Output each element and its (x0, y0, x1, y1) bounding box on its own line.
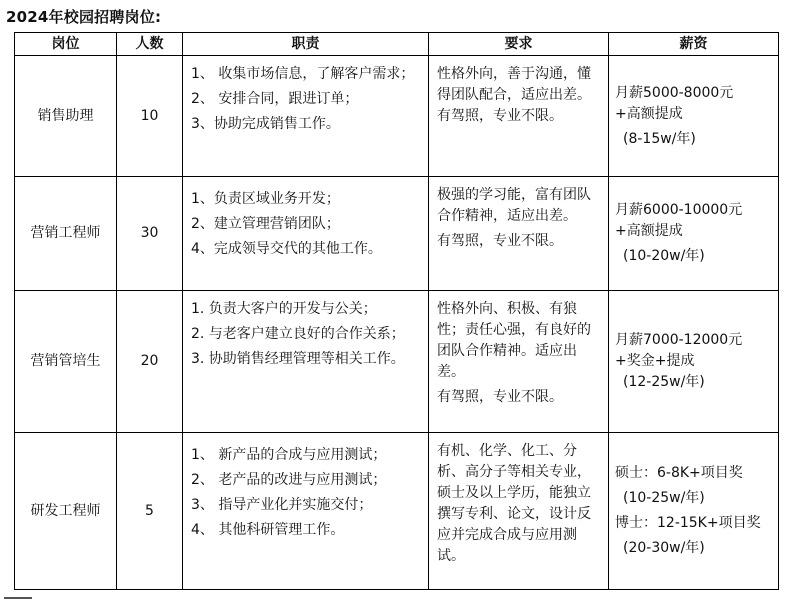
salary-item: 月薪5000-8000元 (615, 84, 734, 101)
salary-item: 月薪6000-10000元 (615, 202, 743, 218)
cell-position: 营销工程师 (15, 177, 117, 291)
cell-position: 营销管培生 (15, 291, 117, 433)
duty-item: 2、建立管理营销团队； (191, 216, 340, 232)
salary-item: 硕士：6-8K+项目奖 (615, 465, 743, 481)
requirement-item: 有机、化学、化工、分析、高分子等相关专业，硕士及以上学历，能独立撰写专利、论文，设计反应并完成合成与应用测试。 (437, 443, 591, 564)
table-row (15, 433, 779, 590)
cell-count: 5 (117, 433, 183, 590)
page-title: 2024年校园招聘岗位: (6, 8, 162, 26)
clipped-text-fragment (4, 593, 44, 600)
cell-salary (609, 291, 779, 433)
table-row (15, 56, 779, 177)
cell-position: 销售助理 (15, 56, 117, 177)
requirement-item: 有驾照，专业不限。 (437, 389, 563, 405)
salary-item: 博士：12-15K+项目奖 (615, 515, 761, 531)
duty-item: 1. 负责大客户的开发与公关； (191, 301, 377, 317)
cell-count: 20 (117, 291, 183, 433)
header-salary: 薪资 (609, 33, 779, 56)
recruitment-table (14, 32, 779, 590)
cell-duties (183, 56, 429, 177)
requirement-item: 性格外向、积极、有狼性；责任心强，有良好的团队合作精神。适应出差。 (437, 301, 591, 380)
table-row (15, 291, 779, 433)
salary-item: (10-20w/年) (623, 248, 705, 264)
header-count: 人数 (117, 33, 183, 56)
requirement-item: 有驾照，专业不限。 (437, 233, 563, 249)
header-position: 岗位 (15, 33, 117, 56)
salary-item: (20-30w/年) (623, 540, 705, 556)
duty-item: 2、 安排合同，跟进订单； (191, 91, 359, 107)
salary-item: (12-25w/年) (623, 374, 705, 390)
header-duties: 职责 (183, 33, 429, 56)
table-row (15, 177, 779, 291)
cell-requirements (429, 56, 609, 177)
cell-requirements (429, 433, 609, 590)
cell-count: 10 (117, 56, 183, 177)
header-requirements: 要求 (429, 33, 609, 56)
cell-requirements (429, 177, 609, 291)
cell-salary (609, 56, 779, 177)
duty-item: 1、 新产品的合成与应用测试； (191, 447, 387, 463)
salary-item: +奖金+提成 (615, 353, 695, 369)
table-header-row (15, 33, 779, 56)
salary-item: (10-25w/年) (623, 490, 705, 506)
salary-item: (8-15w/年) (623, 130, 696, 147)
requirement-item: 极强的学习能，富有团队合作精神，适应出差。 (437, 187, 591, 224)
duty-item: 2、 老产品的改进与应用测试； (191, 472, 387, 488)
duty-item: 1、 收集市场信息，了解客户需求； (191, 66, 415, 82)
cell-duties (183, 433, 429, 590)
duty-item: 4、完成领导交代的其他工作。 (191, 241, 382, 257)
cell-salary (609, 433, 779, 590)
requirement-item: 性格外向，善于沟通，懂得团队配合，适应出差。有驾照，专业不限。 (437, 66, 591, 124)
duty-item: 3、 指导产业化并实施交付； (191, 497, 373, 513)
salary-item: 月薪7000-12000元 (615, 332, 743, 348)
cell-requirements (429, 291, 609, 433)
duty-item: 2. 与老客户建立良好的合作关系； (191, 326, 405, 342)
cell-duties (183, 177, 429, 291)
salary-item: +高额提成 (615, 105, 683, 122)
cell-duties (183, 291, 429, 433)
duty-item: 1、负责区域业务开发； (191, 191, 340, 207)
duty-item: 3、协助完成销售工作。 (191, 116, 340, 132)
salary-item: +高额提成 (615, 223, 683, 239)
duty-item: 4、 其他科研管理工作。 (191, 522, 345, 538)
cell-position: 研发工程师 (15, 433, 117, 590)
cell-salary (609, 177, 779, 291)
cell-count: 30 (117, 177, 183, 291)
duty-item: 3. 协助销售经理管理等相关工作。 (191, 351, 405, 367)
